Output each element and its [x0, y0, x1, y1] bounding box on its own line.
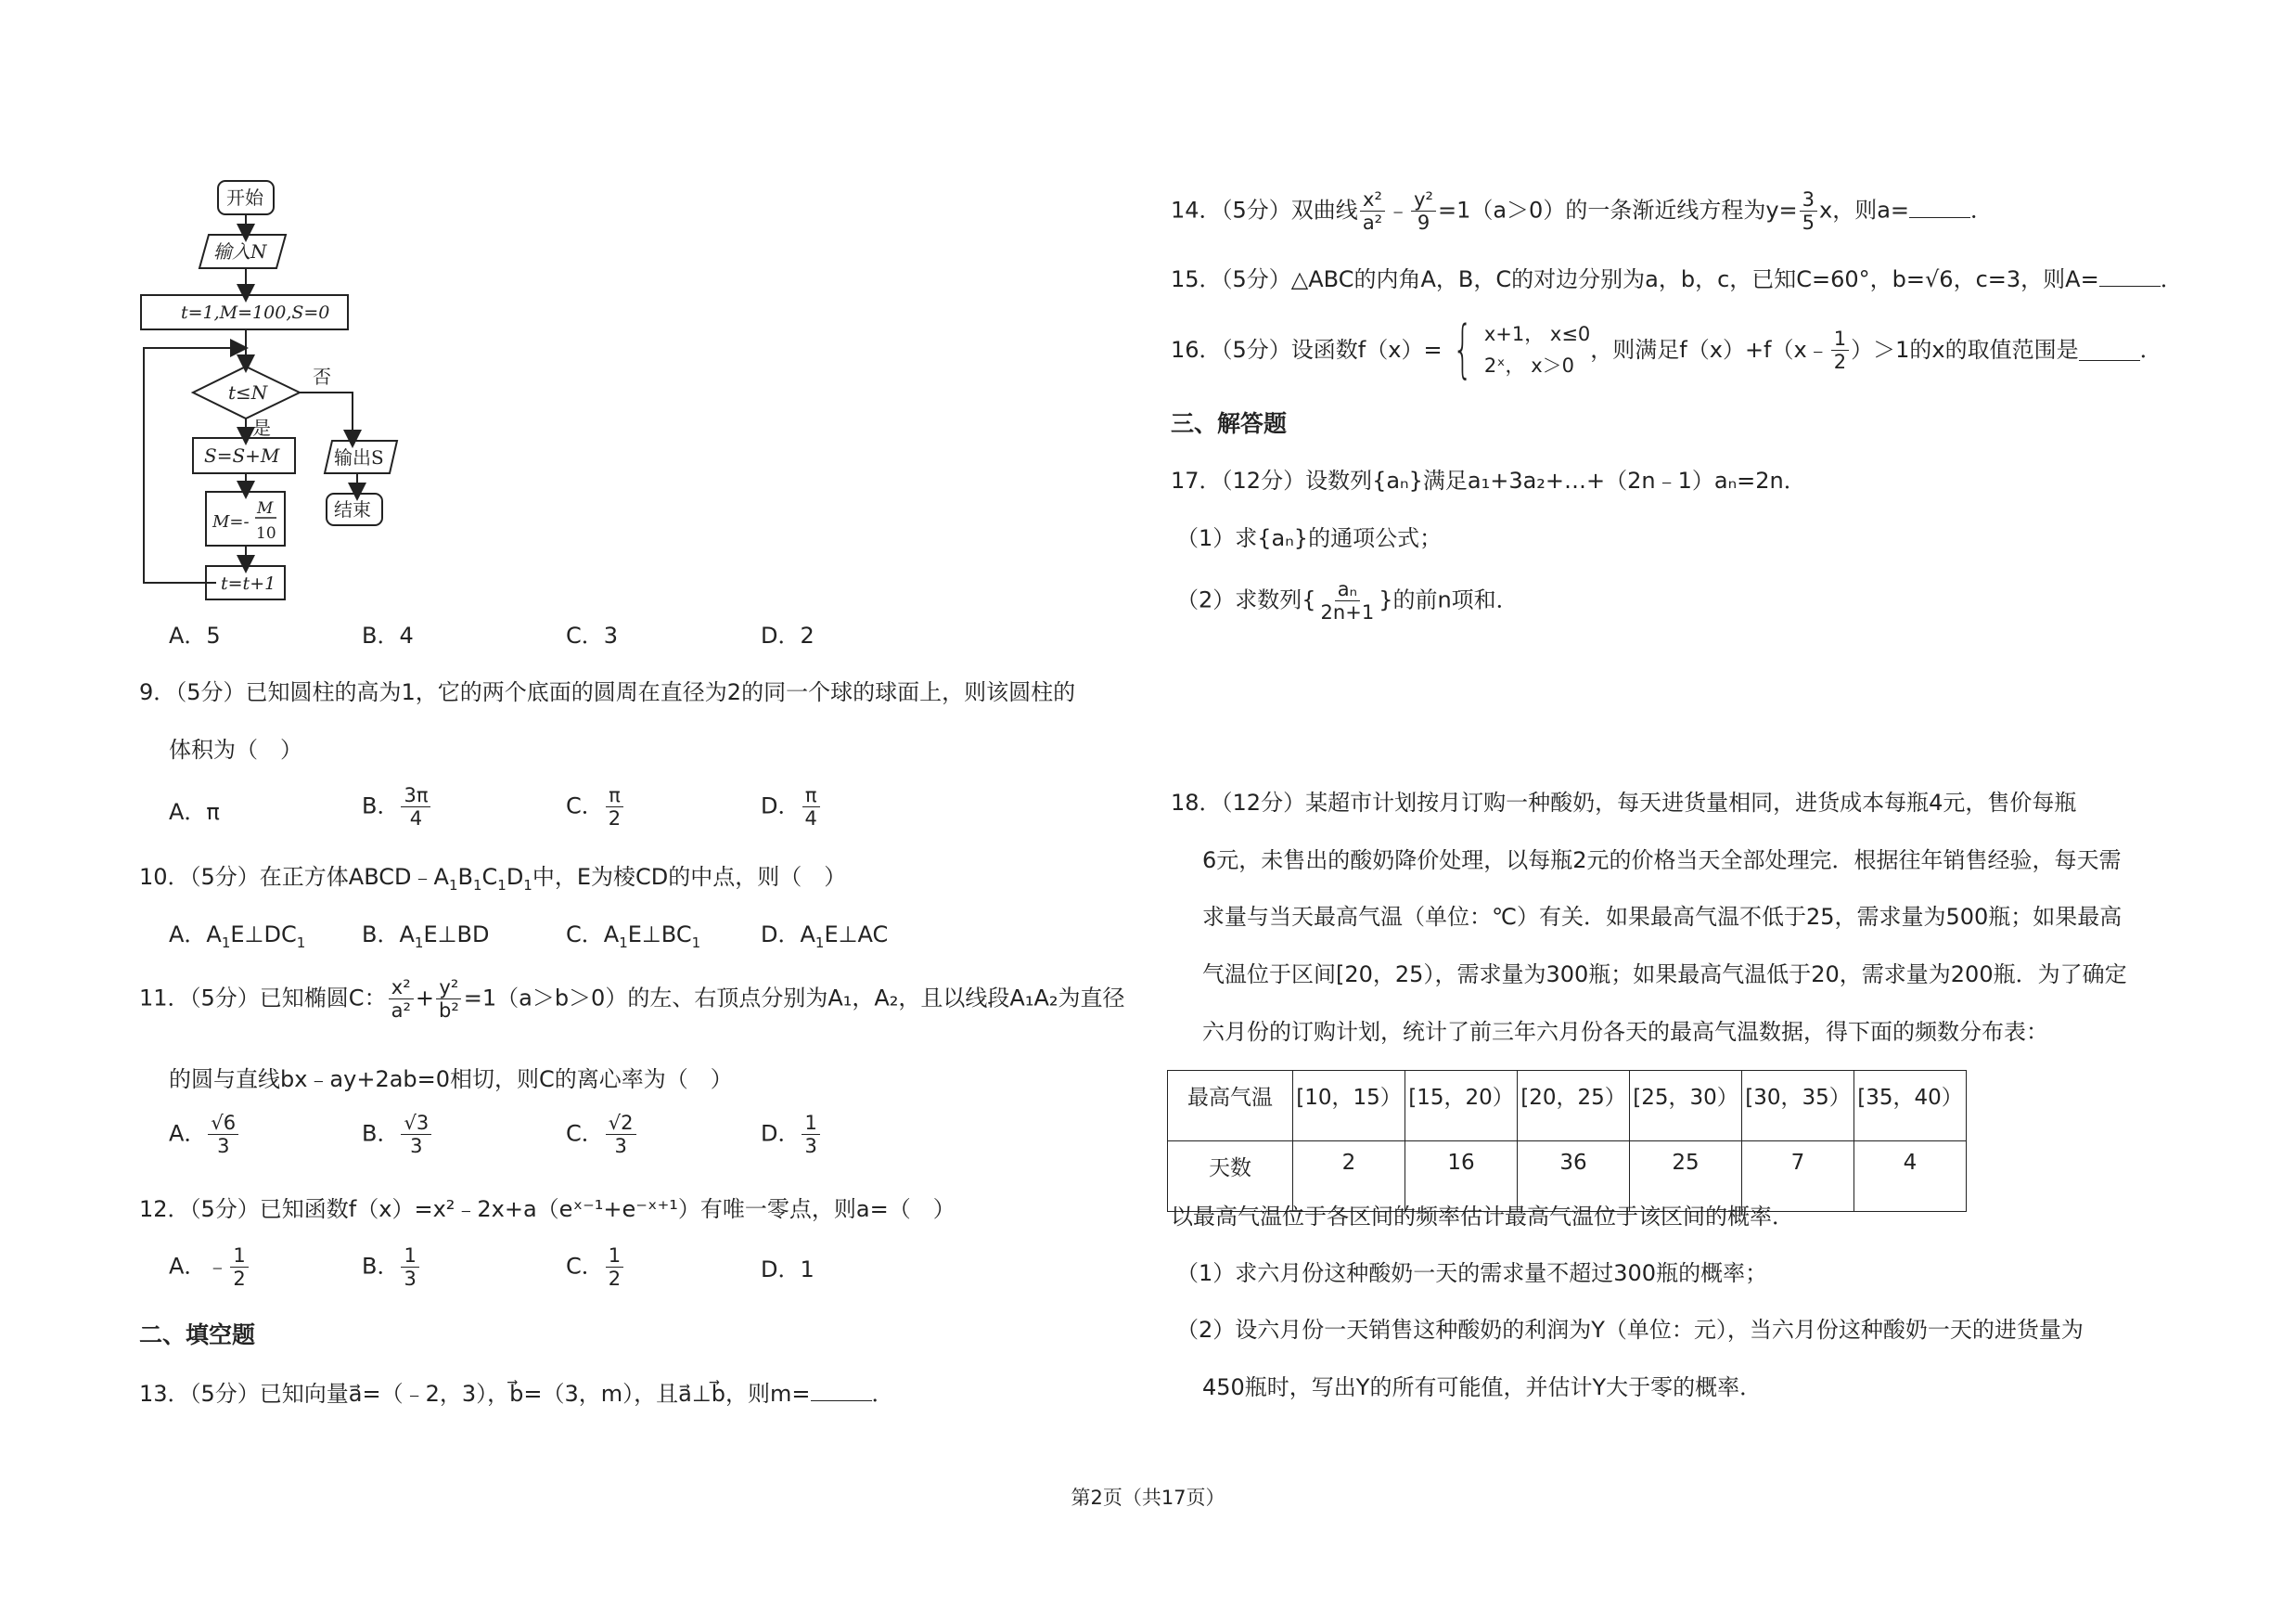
- q13-line: 13．（5分）已知向量a⃗=（﹣2，3），b⃗=（3，m），且a⃗⊥b⃗，则m= ．: [139, 1381, 894, 1407]
- q11-line2: 的圆与直线bx﹣ay+2ab=0相切，则C的离心率为（ ）: [169, 1066, 733, 1092]
- flow-step2-num: M: [257, 499, 274, 518]
- q9-option-d: D． $\frac{\pi}{4}$: [761, 784, 822, 830]
- q8-option-a: A．5: [169, 623, 221, 649]
- q12-option-b: B． $\frac{1}{3}$: [362, 1244, 421, 1290]
- table-cell: [10，15）: [1293, 1071, 1405, 1141]
- page-footer: 第2页（共17页）: [1071, 1487, 1225, 1509]
- q18-line-4: 气温位于区间[20，25），需求量为300瓶；如果最高气温低于20，需求量为200瓶．为了确定: [1202, 961, 2127, 987]
- table-cell: 36: [1518, 1141, 1630, 1212]
- q17-part1: （1）求{aₙ}的通项公式；: [1176, 525, 1443, 551]
- q9-option-c: C． $\frac{\pi}{2}$: [566, 784, 625, 830]
- q12-line1: 12．（5分）已知函数f（x）=x²﹣2x+a（eˣ⁻¹+e⁻ˣ⁺¹）有唯一零点，则a=（ ）: [139, 1196, 956, 1222]
- q12-option-c: C． $\frac{1}{2}$: [566, 1244, 625, 1290]
- q10-line1: 10．（5分）在正方体$ABCD﹣A_1B_1C_1D_1$中，E为棱CD的中点，则（ ）: [139, 864, 847, 894]
- flow-start: 开始: [226, 187, 263, 209]
- q13-answer-blank[interactable]: [811, 1380, 872, 1401]
- q9-option-a: A．π: [169, 799, 220, 825]
- flow-no-label: 否: [313, 366, 331, 388]
- flow-step2-den: 10: [256, 524, 276, 543]
- q8-option-c: C．3: [566, 623, 619, 649]
- flowchart: [130, 172, 408, 608]
- q12-option-d: D．1: [761, 1256, 815, 1282]
- section-solve-heading: 三、解答题: [1171, 410, 1288, 437]
- left-brace-icon: {: [1452, 313, 1473, 386]
- table-cell: 25: [1630, 1141, 1742, 1212]
- q18-line-1: 18．（12分）某超市计划按月订购一种酸奶，每天进货量相同，进货成本每瓶4元，售价每瓶: [1171, 790, 2077, 816]
- q18-part1: （1）求六月份这种酸奶一天的需求量不超过300瓶的概率；: [1176, 1260, 1768, 1286]
- table-header-label: 最高气温: [1168, 1071, 1293, 1141]
- table-cell: [25，30）: [1630, 1071, 1742, 1141]
- table-row-label: 天数: [1168, 1141, 1293, 1212]
- table-cell: [20，25）: [1518, 1071, 1630, 1141]
- q11-line1: 11．（5分）已知椭圆C： $\frac{\text{x²}}{\text{a²}}$ + $\frac{\text{y²}}{\text{b²}}$ =1（a＞b＞0）的左、右顶点分别为A₁，A₂，且以线段A₁A₂为直径: [139, 976, 1125, 1022]
- q18-line-2: 6元，未售出的酸奶降价处理，以每瓶2元的价格当天全部处理完．根据往年销售经验，每天需: [1202, 847, 2122, 873]
- q15-answer-blank[interactable]: [2099, 265, 2161, 287]
- q8-option-b: B．4: [362, 623, 414, 649]
- q10-option-b: B．$A_1E\perp BD$: [362, 921, 490, 951]
- frequency-table: [1167, 1070, 1967, 1212]
- q18-part2-line1: （2）设六月份一天销售这种酸奶的利润为Y（单位：元），当六月份这种酸奶一天的进货量为: [1176, 1317, 2084, 1343]
- q8-option-d: D．2: [761, 623, 815, 649]
- q11-option-c: C． $\frac{√2}{3}$: [566, 1112, 638, 1157]
- flow-step1: S=S+M: [204, 444, 280, 467]
- q17-part2: （2）求数列{ $\frac{\text{aₙ}}{2n+1}$ }的前n项和．: [1176, 578, 1519, 624]
- flow-end: 结束: [334, 498, 371, 521]
- q11-option-d: D． $\frac{1}{3}$: [761, 1112, 822, 1157]
- q9-option-b: B． $\frac{3\pi}{4}$: [362, 784, 432, 830]
- table-row: [1168, 1141, 1967, 1212]
- table-row: [1168, 1071, 1967, 1141]
- q18-part2-line2: 450瓶时，写出Y的所有可能值，并估计Y大于零的概率．: [1202, 1374, 1763, 1400]
- q16-answer-blank[interactable]: [2079, 340, 2140, 361]
- flow-condition: t≤N: [228, 381, 268, 404]
- table-cell: [30，35）: [1742, 1071, 1854, 1141]
- q15-line: 15．（5分）△ABC的内角A，B，C的对边分别为a，b，c，已知C=60°，b=√6，c=3，则A= ．: [1171, 266, 2183, 292]
- table-cell: 16: [1405, 1141, 1518, 1212]
- flow-step2-lhs: M=-: [212, 512, 250, 532]
- table-cell: 7: [1742, 1141, 1854, 1212]
- q18-after-table: 以最高气温位于各区间的频率估计最高气温位于该区间的概率．: [1171, 1204, 1794, 1230]
- flow-step3: t=t+1: [221, 573, 276, 594]
- q18-line-5: 六月份的订购计划，统计了前三年六月份各天的最高气温数据，得下面的频数分布表：: [1202, 1019, 2048, 1045]
- flow-output: 输出S: [334, 446, 384, 469]
- q9-line1: 9．（5分）已知圆柱的高为1，它的两个底面的圆周在直径为2的同一个球的球面上，则该圆柱的: [139, 679, 1076, 705]
- q11-option-b: B． $\frac{√3}{3}$: [362, 1112, 433, 1157]
- q14-answer-blank[interactable]: [1909, 197, 1970, 218]
- q17-line: 17．（12分）设数列{aₙ}满足a₁+3a₂+…+（2n﹣1）aₙ=2n．: [1171, 468, 1806, 494]
- q11-option-a: A． $\frac{√6}{3}$: [169, 1112, 240, 1157]
- section-fill-in-heading: 二、填空题: [139, 1321, 256, 1348]
- q18-line-3: 求量与当天最高气温（单位：℃）有关．如果最高气温不低于25，需求量为500瓶；如果最高: [1202, 904, 2123, 930]
- q14-line: 14．（5分）双曲线 $\frac{\text{x²}}{\text{a²}}$ ﹣ $\frac{\text{y²}}{9}$ =1（a＞0）的一条渐近线方程为y= $\frac{3}{5}$ x，则a= ．: [1171, 188, 1994, 234]
- table-cell: [35，40）: [1854, 1071, 1967, 1141]
- q10-option-a: A．$A_1E\perp DC_1$: [169, 921, 306, 951]
- table-cell: [15，20）: [1405, 1071, 1518, 1141]
- flow-init: t=1,M=100,S=0: [181, 303, 330, 323]
- q9-line2: 体积为（ ）: [169, 737, 302, 763]
- flow-yes-label: 是: [252, 417, 271, 439]
- q10-option-c: C．$A_1E\perp BC_1$: [566, 921, 701, 951]
- table-cell: 2: [1293, 1141, 1405, 1212]
- q12-option-a: A．﹣ $\frac{1}{2}$: [169, 1244, 250, 1290]
- q10-option-d: D．$A_1E\perp AC$: [761, 921, 889, 951]
- flow-input: 输入N: [213, 240, 267, 263]
- table-cell: 4: [1854, 1141, 1967, 1212]
- q16-line: 16．（5分）设函数f（x）= { x+1， x≤0 2ˣ， x＞0 ，则满足f（x）+f（x﹣ $\frac{1}{2}$ ）＞1的x的取值范围是 ．: [1171, 313, 2162, 386]
